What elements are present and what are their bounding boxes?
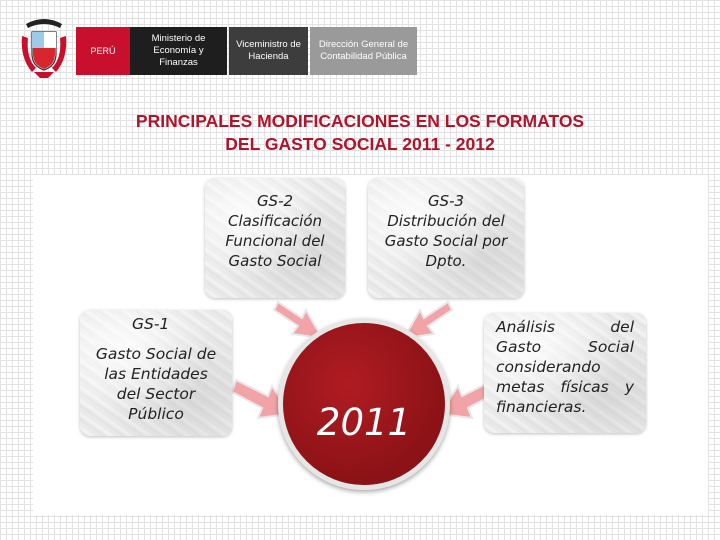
- box-gs2: [205, 178, 345, 298]
- gs2-code: GS-2: [256, 192, 294, 210]
- box-gs1: [80, 310, 232, 436]
- analysis-line-1: Análisis del: [496, 318, 634, 336]
- title-line-2: DEL GASTO SOCIAL 2011 - 2012: [225, 134, 495, 154]
- year-label: 2011: [316, 400, 412, 444]
- year-circle: [278, 318, 450, 490]
- box-analysis: [484, 313, 646, 433]
- title-line-1: PRINCIPALES MODIFICACIONES EN LOS FORMATOS: [135, 111, 585, 131]
- vice-ministry-label: Viceministro de Hacienda: [229, 27, 308, 75]
- country-label: PERÚ: [76, 27, 130, 75]
- page-title: [60, 110, 660, 156]
- gs3-line-3: Dpto.: [425, 252, 467, 270]
- box-gs3: [368, 178, 524, 298]
- ministry-label: Ministerio de Economía y Finanzas: [130, 27, 227, 75]
- directorate-label: Dirección General de Contabilidad Pública: [310, 27, 417, 75]
- gs1-line-3: del Sector: [116, 385, 196, 403]
- gs1-line-2: las Entidades: [104, 365, 208, 383]
- gs2-line-1: Clasificación: [227, 212, 323, 230]
- analysis-line-3: considerando: [496, 358, 601, 376]
- gs1-code: GS-1: [132, 315, 170, 333]
- peru-coat-of-arms-icon: [18, 14, 70, 82]
- analysis-line-2: Gasto Social: [496, 338, 634, 356]
- gs3-line-2: Gasto Social por: [384, 232, 508, 250]
- gs2-line-2: Funcional del: [225, 232, 325, 250]
- gs3-code: GS-3: [427, 192, 465, 210]
- gs1-line-1: Gasto Social de: [95, 345, 217, 363]
- gs1-line-4: Público: [128, 405, 184, 423]
- gs3-line-1: Distribución del: [387, 212, 505, 230]
- gs2-line-3: Gasto Social: [228, 252, 322, 270]
- analysis-line-5: financieras.: [496, 398, 587, 416]
- analysis-line-4: metas físicas y: [496, 378, 634, 396]
